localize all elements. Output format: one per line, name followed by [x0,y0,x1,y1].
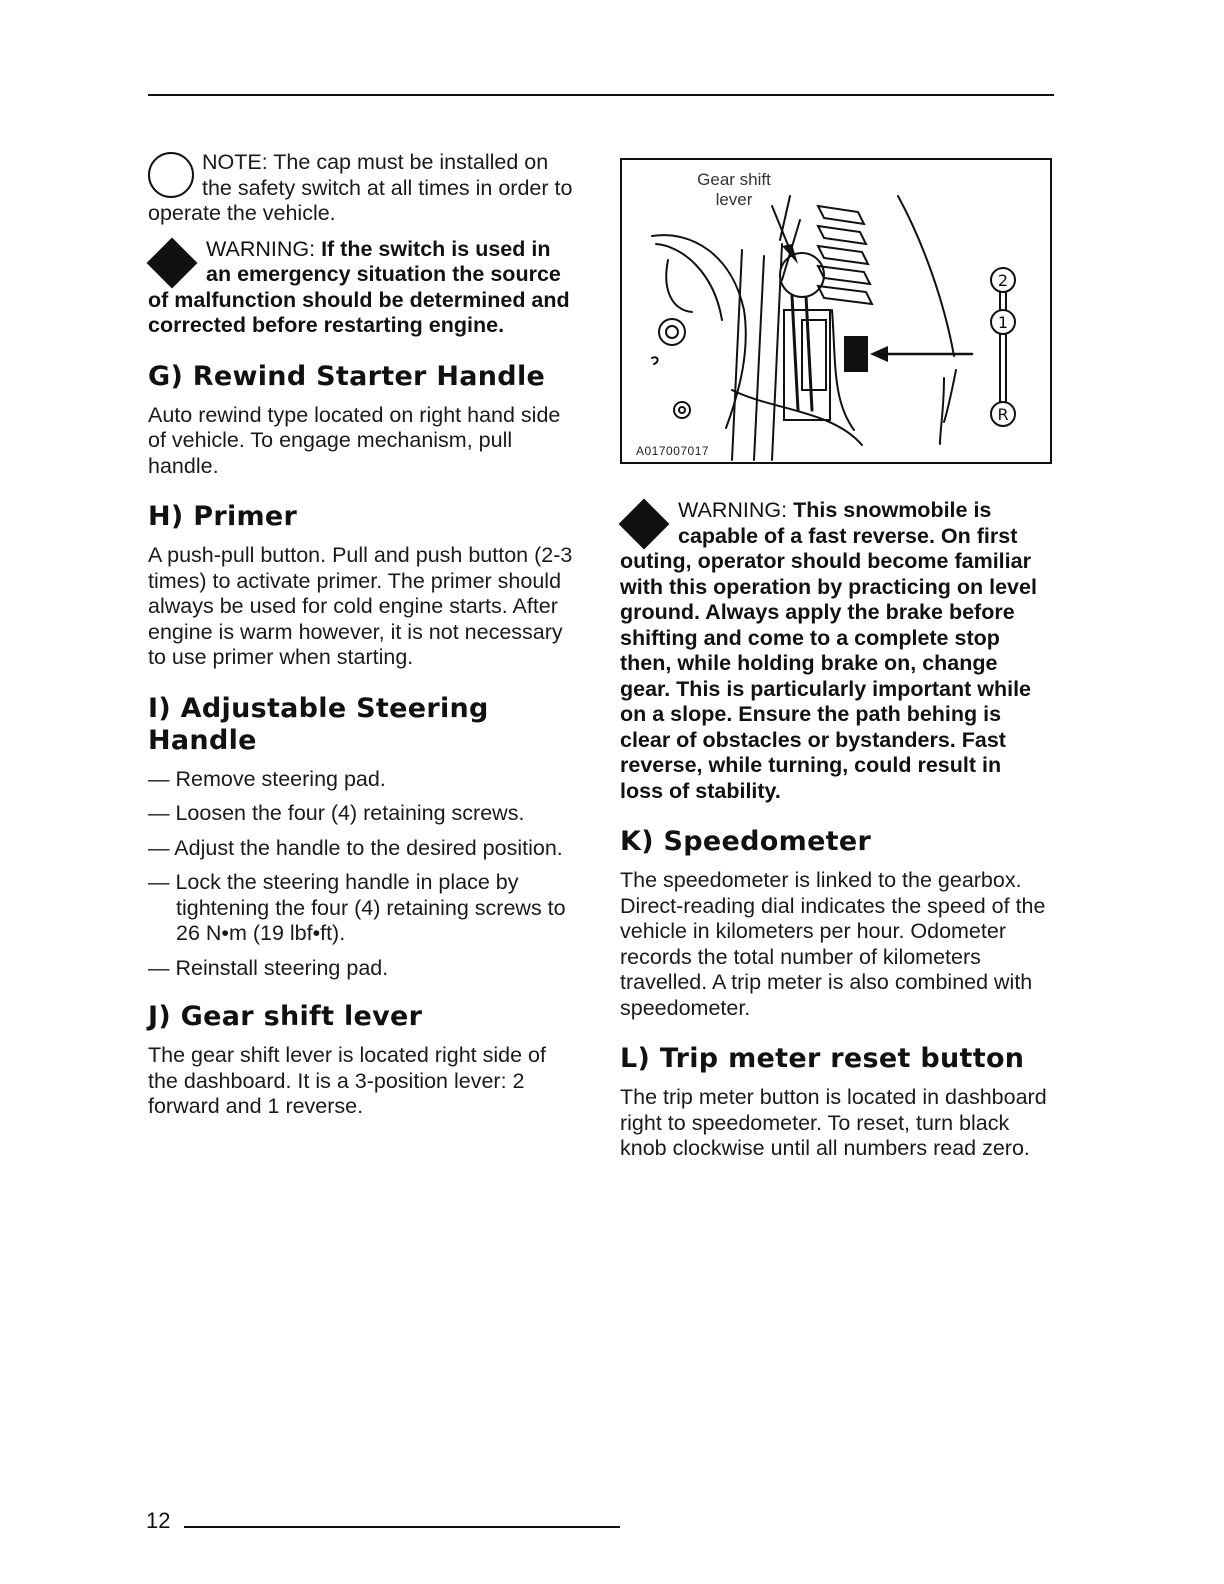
top-rule [148,94,1054,96]
heading-trip-meter: L) Trip meter reset button [620,1043,1025,1074]
steering-step: — Remove steering pad. [148,766,386,791]
heading-speedometer: K) Speedometer [620,826,872,857]
warning1-label: WARNING: [206,236,316,261]
gear-shift-text: The gear shift lever is located right side of the dashboard. It is a 3-position lever: 2 forward and 1 reverse. [148,1043,546,1118]
note-label: NOTE: [202,150,268,174]
heading-steering-handle: I) Adjustable Steering Handle [148,692,489,756]
warning-diamond-icon [619,499,670,550]
gear-shift-figure [620,158,1052,464]
primer-text: A push-pull button. Pull and push button (2-3 times) to activate primer. The primer should always be used for cold engine starts. After engine is warm however, it is not necessary to use primer when starting. [148,543,573,669]
rewind-starter-text: Auto rewind type located on right hand side of vehicle. To engage mechanism, pull handle. [148,402,561,478]
speedometer-text: The speedometer is linked to the gearbox. Direct-reading dial indicates the speed of the vehicle in kilometers per hour. Odometer records the total number of kilometers travelled. A trip meter is also combined with speedometer. [620,868,1046,1020]
position-label-r: R [997,405,1009,424]
warning2-label: WARNING: [678,498,788,522]
warning-block-1 [148,237,576,339]
bottom-rule [184,1526,620,1528]
heading-rewind-starter: G) Rewind Starter Handle [148,360,546,392]
note-circle-icon [148,152,194,198]
page-number: 12 [146,1508,171,1533]
heading-gear-shift: J) Gear shift lever [148,1001,423,1032]
steering-step: — Adjust the handle to the desired position. [148,835,563,860]
note-text: The cap must be installed on the safety switch at all times in order to operate the vehicle. [148,150,573,225]
warning-block-2 [620,498,1050,804]
warning2-text: This snowmobile is capable of a fast reverse. On first outing, operator should become familiar with this operation by practicing on level ground. Always apply the brake before shifting and come to a complete stop then, while holding brake on, change gear. This is particularly important while on a slope. Ensure the path behing is clear of obstacles or bystanders. Fast reverse, while turning, could result in loss of stability. [620,498,1037,803]
steering-step: — Lock the steering handle in place by tightening the four (4) retaining screws to 26 N•m (19 lbf•ft). [148,870,566,945]
position-label-2: 2 [997,271,1009,290]
warning1-text: If the switch is used in an emergency situation the source of malfunction should be determined and corrected before restarting engine. [148,236,570,337]
steering-step: — Loosen the four (4) retaining screws. [148,801,525,825]
right-column [620,150,1050,1184]
note-block [148,150,576,227]
heading-primer: H) Primer [148,501,298,532]
steering-step: — Reinstall steering pad. [148,955,389,980]
trip-meter-text: The trip meter button is located in dashboard right to speedometer. To reset, turn black knob clockwise until all numbers read zero. [620,1085,1047,1160]
figure-label: Gear shift lever [697,170,771,209]
warning-diamond-icon [147,237,198,288]
steering-steps-list [148,767,576,982]
left-column [148,150,576,1142]
figure-code: A017007017 [636,444,710,458]
position-label-1: 1 [997,313,1009,332]
